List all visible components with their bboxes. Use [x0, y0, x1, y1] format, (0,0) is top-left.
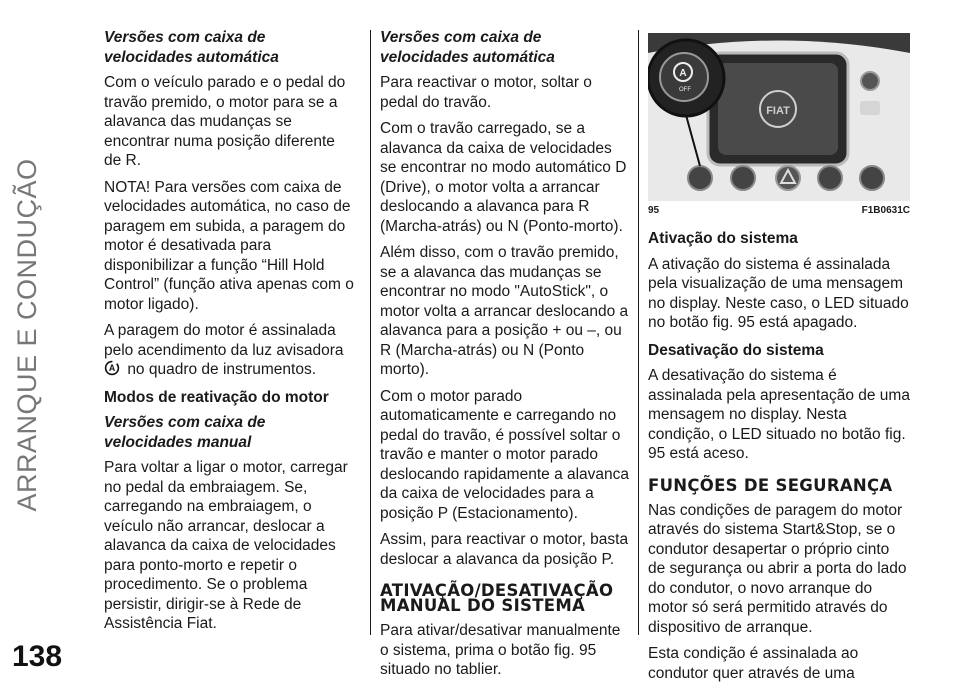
figure-caption: [648, 205, 910, 217]
paragraph: Nas condições de paragem do motor através do sistema Start&Stop, se o condutor desapertar o próprio cinto de segurança ou abrir a porta do lado do condutor, o novo arranque do motor só será permitido através do dispositivo de arranque.: [648, 501, 907, 636]
figure-number: 95: [648, 205, 660, 216]
paragraph: Com o motor parado automaticamente e carregando no pedal do travão, é possível soltar o travão e manter o motor parado deslocando rapidamente a alavanca da caixa de velocidades para a posição P (Estacionamento).: [380, 387, 630, 522]
paragraph: Além disso, com o travão premido, se a alavanca das mudanças se encontrar no modo "AutoStick", o motor volta a arrancar deslocando a alavanca para a posição + ou –, ou R (Marcha-atrás) ou N (Ponto morto).: [380, 244, 629, 378]
paragraph: Com o veículo parado e o pedal do travão premido, o motor para se a alavanca das mudanças se encontrar numa posição diferente de R.: [104, 74, 346, 169]
paragraph: Com o travão carregado, se a alavanca da caixa de velocidades se encontrar no modo automático D (Drive), o motor volta a arrancar deslocando a alavanca para R (Marcha-atrás) ou N (Ponto-morto).: [380, 120, 627, 235]
figure-code: F1B0631C: [861, 205, 910, 216]
heading-safety-functions: FUNÇÕES DE SEGURANÇA: [648, 475, 893, 495]
heading-manual-activation: ATIVAÇÃO/DESATIVAÇÃO MANUAL DO SISTEMA: [380, 581, 614, 615]
column-divider: [638, 30, 639, 635]
paragraph: Esta condição é assinalada ao condutor quer através de uma: [648, 645, 859, 682]
auto-stop-warning-icon: [104, 360, 120, 376]
svg-text:A: A: [108, 363, 116, 374]
column-1: [104, 28, 356, 641]
paragraph: Para voltar a ligar o motor, carregar no pedal da embraiagem. Se, carregando na embraiagem, o veículo não arrancar, deslocar a alavanca da caixa de velocidades para ponto-morto e repetir o procedimento. Se o problema persistir, dirigir-se à Rede de Assistência Fiat.: [104, 459, 348, 632]
column-3: [648, 28, 910, 690]
figure-95-dashboard-photo: [648, 33, 910, 201]
paragraph: A ativação do sistema é assinalada pela visualização de uma mensagem no display. Neste caso, o LED situado no botão fig. 95 está apagado.: [648, 255, 909, 331]
heading-deactivation: Desativação do sistema: [648, 341, 824, 359]
svg-text:FIAT: FIAT: [766, 105, 790, 117]
chapter-title: ARRANQUE E CONDUÇÃO: [12, 158, 42, 512]
paragraph: Para reactivar o motor, soltar o pedal do travão.: [380, 74, 592, 111]
paragraph: Para ativar/desativar manualmente o sistema, prima o botão fig. 95 situado no tablier.: [380, 622, 621, 678]
heading-activation: Ativação do sistema: [648, 230, 798, 247]
column-divider: [370, 30, 371, 635]
paragraph: Assim, para reactivar o motor, basta deslocar a alavanca da posição P.: [380, 531, 629, 568]
heading-reactivation-modes: Modos de reativação do motor: [104, 388, 329, 406]
svg-text:OFF: OFF: [679, 87, 691, 93]
paragraph-warning-light: A paragem do motor é assinalada pelo acendimento da luz avisadora A no quadro de instrumentos.: [104, 322, 344, 378]
heading-manual: Versões com caixa de velocidades manual: [104, 414, 266, 451]
heading-automatic: Versões com caixa de velocidades automática: [104, 29, 279, 66]
page-number: 138: [12, 640, 63, 673]
dashboard-illustration: [648, 33, 910, 201]
paragraph: NOTA! Para versões com caixa de velocidades automática, no caso de paragem em subida, a paragem do motor é desativada para disponibilizar a função “Hill Hold Control” (função ativa apenas com o motor ligado).: [104, 178, 354, 313]
column-2: [380, 28, 632, 687]
paragraph: A desativação do sistema é assinalada pela apresentação de uma mensagem no display. Nesta condição, o LED situado no botão fig. 95 está aceso.: [648, 367, 910, 462]
svg-text:A: A: [679, 68, 687, 79]
heading-automatic: Versões com caixa de velocidades automática: [380, 29, 555, 66]
